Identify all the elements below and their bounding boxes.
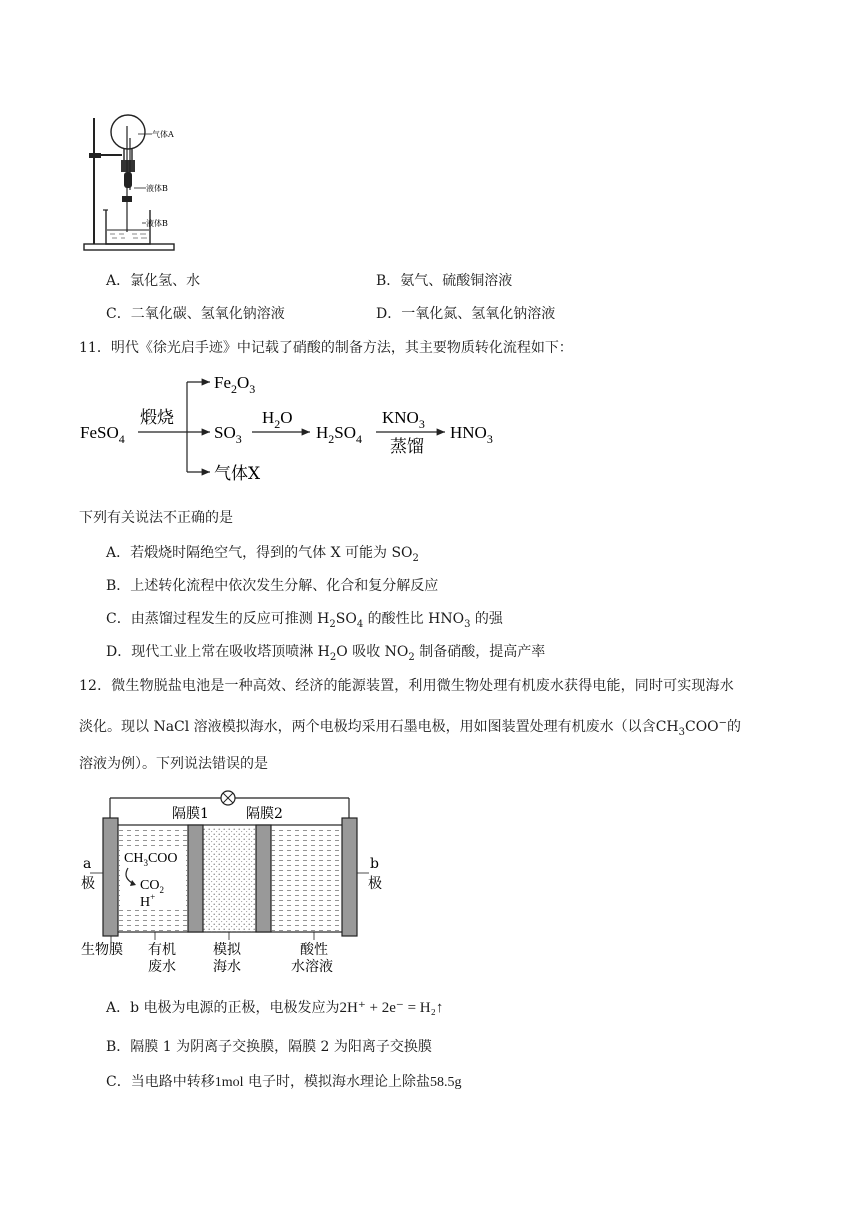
distillation-label: 蒸馏	[390, 437, 424, 457]
electrode-a	[103, 818, 118, 936]
q11-option-b: B．上述转化流程中依次发生分解、化合和复分解反应	[106, 578, 439, 594]
acetate-label: $CH_3COO$	[124, 851, 178, 868]
kno3-reagent: $KNO_3$	[382, 408, 425, 431]
q10-option-a: A．氯化氢、水	[106, 273, 201, 289]
calcination-label: 煅烧	[140, 408, 174, 428]
q12-option-c: C．当电路中转移1mol 电子时，模拟海水理论上除盐58.5g	[106, 1074, 462, 1090]
feso4-formula: FeSO$_4$	[80, 423, 125, 446]
organic-wastewater-label-2: 废水	[148, 959, 176, 975]
electrode-b	[342, 818, 357, 936]
q10-option-c: C．二氧化碳、氢氧化钠溶液	[106, 306, 285, 322]
h2so4-formula: $H_2SO_4$	[316, 423, 363, 446]
q11-option-a: A．若煅烧时隔绝空气，得到的气体 X 可能为 $SO_2$	[106, 545, 419, 564]
q11-option-c: C．由蒸馏过程发生的反应可推测 $H_2SO_4$ 的酸性比 $HNO_3$ 的强	[106, 611, 503, 630]
q11-prompt: 下列有关说法不正确的是	[79, 510, 233, 526]
organic-wastewater-label-1: 有机	[148, 942, 176, 958]
q11-conversion-scheme	[80, 368, 520, 488]
gas-a-label: 气体A	[152, 130, 174, 139]
electrode-b-letter: b	[370, 856, 379, 872]
desalination-cell-diagram	[78, 788, 398, 976]
h2o-reagent: $H_2O$	[262, 408, 293, 431]
seawater-label-1: 模拟	[213, 942, 241, 958]
fe2o3-formula: $Fe_2O_3$	[214, 373, 256, 396]
electrode-a-char: 极	[81, 876, 95, 892]
proton-label: H+	[140, 892, 156, 910]
q11-option-d: D．现代工业上常在吸收塔顶喷淋 $H_2O$ 吸收 $NO_2$ 制备硝酸，提高产率	[106, 644, 546, 663]
q10-option-b: B．氨气、硫酸铜溶液	[376, 273, 513, 289]
q11-stem: 11．明代《徐光启手迹》中记载了硝酸的制备方法，其主要物质转化流程如下：	[79, 340, 573, 356]
q12-stem-line1: 12．微生物脱盐电池是一种高效、经济的能源装置，利用微生物处理有机废水获得电能，同时可实现海水	[79, 678, 734, 694]
cathode-equation: 2H⁺ + 2e⁻ = H₂↑	[339, 1000, 444, 1016]
electrode-a-letter: a	[83, 856, 92, 872]
hno3-formula: $HNO_3$	[450, 423, 493, 446]
acidic-solution-label-1: 酸性	[300, 942, 328, 958]
seawater-label-2: 海水	[213, 959, 241, 975]
gas-x-label: 气体X	[214, 464, 261, 484]
membrane-2-label: 隔膜2	[246, 806, 283, 822]
q12-option-a: A．b 电极为电源的正极，电极发应为2H⁺ + 2e⁻ = H₂↑	[106, 1000, 444, 1016]
liquid-b-label-upper: 液体B	[146, 184, 168, 193]
q12-option-b: B．隔膜 1 为阴离子交换膜，隔膜 2 为阳离子交换膜	[106, 1039, 432, 1055]
fountain-apparatus-figure	[80, 112, 220, 254]
q10-option-d: D．一氧化氮、氢氧化钠溶液	[376, 306, 556, 322]
biofilm-label: 生物膜	[81, 942, 123, 958]
so3-formula: $SO_3$	[214, 423, 242, 446]
membrane-1-label: 隔膜1	[172, 806, 209, 822]
q12-stem-line3: 溶液为例）。下列说法错误的是	[79, 756, 268, 772]
acidic-solution-label-2: 水溶液	[291, 959, 333, 975]
co2-label: $CO_2$	[140, 878, 164, 895]
electrode-b-char: 极	[368, 876, 382, 892]
q12-stem-line2: 淡化。现以 NaCl 溶液模拟海水，两个电极均采用石墨电极，用如图装置处理有机废水（以含$CH_3COO^-$的	[79, 717, 742, 738]
liquid-b-label-lower: 液体B	[146, 219, 168, 228]
